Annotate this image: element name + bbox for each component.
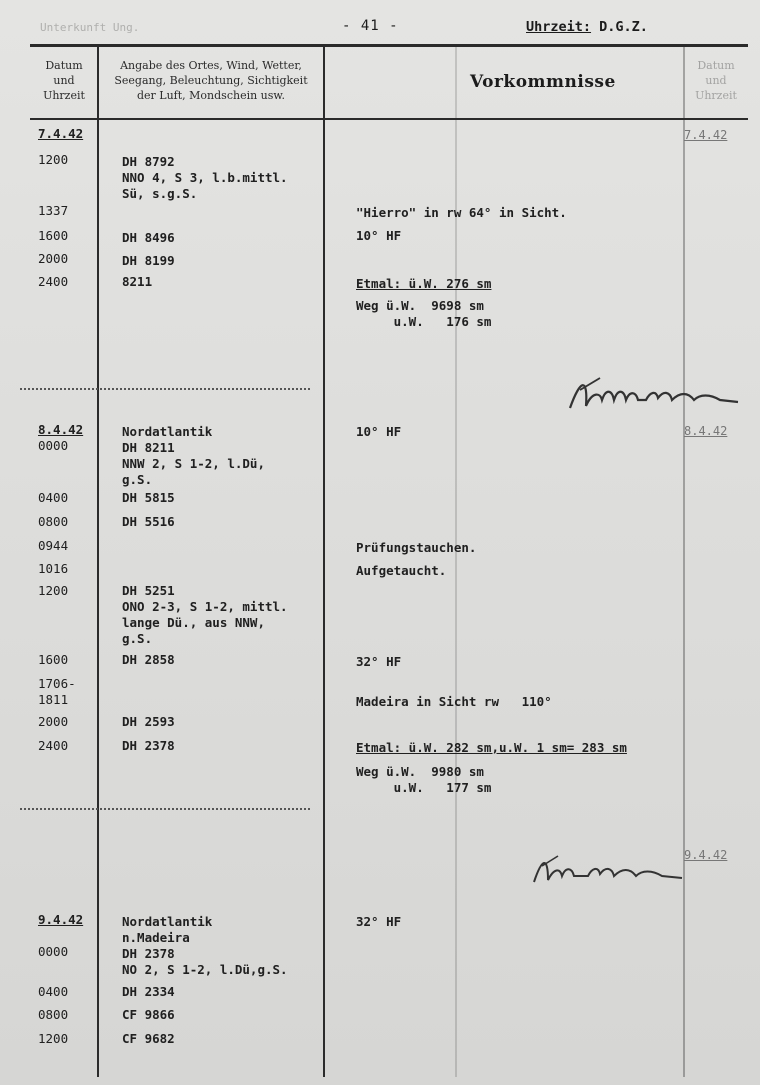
etmal-summary: Etmal: ü.W. 276 sm xyxy=(356,276,492,291)
ghost-divider xyxy=(455,47,457,1077)
time-cell: 0400 xyxy=(38,984,69,999)
place-cell: CF 9682 xyxy=(122,1031,175,1046)
column-header-vorkommnisse: Vorkommnisse xyxy=(470,72,616,92)
column-divider-3 xyxy=(683,47,685,1077)
signature-icon xyxy=(528,852,688,892)
time-cell: 0000 xyxy=(38,944,69,959)
event-cell: Madeira in Sicht rw 110° xyxy=(356,694,552,709)
right-date-day1: 7.4.42 xyxy=(684,128,728,142)
time-cell: 1706- 1811 xyxy=(38,676,76,707)
time-cell: 2000 xyxy=(38,714,69,729)
event-cell: Prüfungstauchen. xyxy=(356,540,477,555)
event-cell: 10° HF xyxy=(356,228,402,243)
day-separator xyxy=(20,808,310,810)
time-cell: 2000 xyxy=(38,251,69,266)
time-cell: 2400 xyxy=(38,738,69,753)
header-rule xyxy=(30,118,748,120)
column-header-ort: Angabe des Ortes, Wind, Wetter, Seegang, Beleuchtung, Sichtigkeit der Luft, Mondschein usw. xyxy=(114,59,308,102)
place-cell: DH 5251 ONO 2-3, S 1-2, mittl. lange Dü., aus NNW, g.S. xyxy=(122,583,288,646)
time-zone-label: Uhrzeit: D.G.Z. xyxy=(526,19,648,35)
weg-summary: Weg ü.W. 9980 sm u.W. 177 sm xyxy=(356,764,492,795)
date-day2: 8.4.42 xyxy=(38,422,84,437)
place-cell: DH 2593 xyxy=(122,714,175,729)
time-cell: 1200 xyxy=(38,1031,69,1046)
time-cell: 0944 xyxy=(38,538,69,553)
signature-icon xyxy=(560,370,745,420)
column-divider-1 xyxy=(97,47,99,1077)
time-cell: 2400 xyxy=(38,274,69,289)
time-cell: 1016 xyxy=(38,561,69,576)
place-cell: DH 8792 NNO 4, S 3, l.b.mittl. Sü, s.g.S. xyxy=(122,154,288,201)
weg-summary: Weg ü.W. 9698 sm u.W. 176 sm xyxy=(356,298,492,329)
date-day1: 7.4.42 xyxy=(38,126,84,141)
column-divider-2 xyxy=(323,47,325,1077)
right-date-day3: 9.4.42 xyxy=(684,848,728,862)
page-number: - 41 - xyxy=(342,18,399,34)
time-cell: 0400 xyxy=(38,490,69,505)
place-cell: DH 2378 xyxy=(122,738,175,753)
right-date-day2: 8.4.42 xyxy=(684,424,728,438)
event-cell: 32° HF xyxy=(356,914,402,929)
time-cell: 1200 xyxy=(38,583,69,598)
place-cell: DH 2334 xyxy=(122,984,175,999)
time-cell: 1600 xyxy=(38,228,69,243)
event-cell: 10° HF xyxy=(356,424,402,439)
place-cell: Nordatlantik n.Madeira DH 2378 NO 2, S 1-2, l.Dü,g.S. xyxy=(122,914,288,977)
place-cell: DH 5516 xyxy=(122,514,175,529)
place-cell: DH 8496 xyxy=(122,230,175,245)
place-cell: DH 5815 xyxy=(122,490,175,505)
top-rule xyxy=(30,44,748,47)
event-cell: 32° HF xyxy=(356,654,402,669)
column-header-datum: Datum und Uhrzeit xyxy=(43,59,85,102)
ghost-header-text: Unterkunft Ung. xyxy=(40,21,140,34)
place-cell: Nordatlantik DH 8211 NNW 2, S 1-2, l.Dü, g.S. xyxy=(122,424,265,487)
place-cell: DH 2858 xyxy=(122,652,175,667)
time-cell: 0800 xyxy=(38,1007,69,1022)
time-cell: 1200 xyxy=(38,152,69,167)
place-cell: CF 9866 xyxy=(122,1007,175,1022)
place-cell: DH 8199 xyxy=(122,253,175,268)
time-cell: 1337 xyxy=(38,203,69,218)
time-cell: 1600 xyxy=(38,652,69,667)
etmal-summary: Etmal: ü.W. 282 sm,u.W. 1 sm= 283 sm xyxy=(356,740,627,755)
time-cell: 0800 xyxy=(38,514,69,529)
place-cell: 8211 xyxy=(122,274,153,289)
event-cell: Aufgetaucht. xyxy=(356,563,447,578)
day-separator xyxy=(20,388,310,390)
time-cell: 0000 xyxy=(38,438,69,453)
event-cell: "Hierro" in rw 64° in Sicht. xyxy=(356,205,567,220)
date-day3: 9.4.42 xyxy=(38,912,84,927)
column-header-datum-right: Datum und Uhrzeit xyxy=(695,59,737,102)
